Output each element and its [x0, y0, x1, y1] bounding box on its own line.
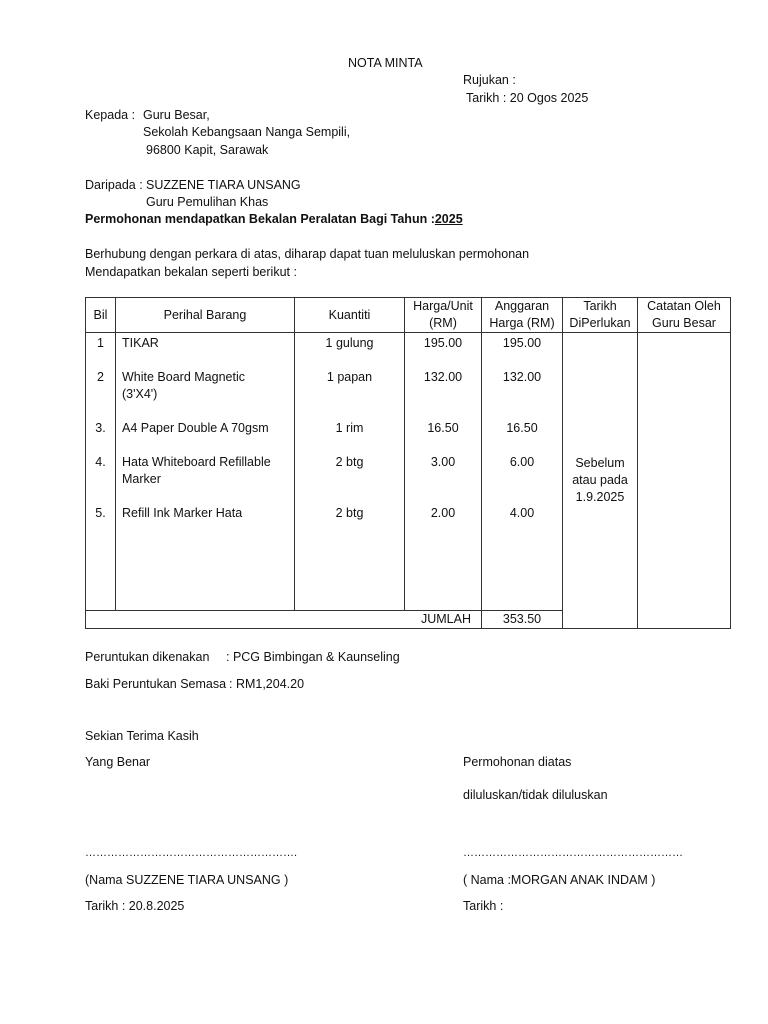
kuantiti-column	[295, 333, 405, 611]
tarikh-header: Tarikh : 20 Ogos 2025	[466, 91, 589, 105]
unit-price-1: 195.00	[423, 336, 463, 350]
bil-3: 3.	[95, 421, 106, 435]
total-5: 4.00	[509, 506, 535, 520]
kepada-line-2: Sekolah Kebangsaan Nanga Sempili,	[143, 125, 351, 139]
subject-year: 2025	[434, 212, 463, 226]
subject-text: Permohonan mendapatkan Bekalan Peralatan Bagi Tahun :	[85, 212, 435, 226]
bil-column	[86, 333, 116, 611]
tarikh-right: Tarikh :	[463, 899, 504, 913]
bil-1: 1	[97, 336, 104, 350]
total-4: 6.00	[509, 455, 535, 469]
bil-5: 5.	[95, 506, 106, 520]
tarikh-diperlukan-cell	[563, 333, 638, 629]
item-1-name: TIKAR	[122, 336, 159, 350]
tarikh-diperlukan-line-3: 1.9.2025	[575, 489, 625, 504]
total-1: 195.00	[502, 336, 542, 350]
daripada-name: SUZZENE TIARA UNSANG	[146, 178, 301, 192]
peruntukan-label: Peruntukan dikenakan	[85, 650, 210, 664]
unit-price-4: 3.00	[430, 455, 456, 469]
header-bil: Bil	[86, 298, 116, 333]
table-body-row	[86, 333, 731, 611]
document-title: NOTA MINTA	[348, 56, 423, 70]
anggaran-column	[482, 333, 563, 611]
tarikh-diperlukan-line-1: Sebelum	[575, 456, 625, 471]
peruntukan-value: : PCG Bimbingan & Kaunseling	[226, 650, 400, 664]
header-kuantiti: Kuantiti	[295, 298, 405, 333]
header-catatan: Catatan Oleh Guru Besar	[638, 298, 731, 333]
closing-thanks: Sekian Terima Kasih	[85, 729, 199, 743]
item-4-name-cont: Marker	[122, 472, 161, 486]
closing-yang-benar: Yang Benar	[85, 755, 151, 769]
jumlah-value: 353.50	[482, 611, 563, 629]
item-2-name: White Board Magnetic	[122, 370, 245, 384]
bil-4: 4.	[95, 455, 106, 469]
total-3: 16.50	[506, 421, 538, 435]
kepada-line-3: 96800 Kapit, Sarawak	[146, 143, 269, 157]
tarikh-left: Tarikh : 20.8.2025	[85, 899, 185, 913]
qty-3: 1 rim	[335, 421, 364, 435]
intro-line-2: Mendapatkan bekalan seperti berikut :	[85, 265, 297, 279]
signature-line-left: ………………………………………………….	[85, 847, 298, 859]
daripada-label: Daripada :	[85, 178, 143, 192]
harga-unit-column	[405, 333, 482, 611]
signature-line-right: ……………………………………………………	[463, 847, 683, 859]
unit-price-2: 132.00	[423, 370, 463, 384]
header-harga-unit: Harga/Unit (RM)	[405, 298, 482, 333]
qty-2: 1 papan	[326, 370, 373, 384]
approval-line-2: diluluskan/tidak diluluskan	[463, 788, 608, 802]
tarikh-diperlukan-line-2: atau pada	[572, 473, 628, 488]
qty-5: 2 btg	[335, 506, 364, 520]
subject-line	[85, 211, 463, 228]
intro-line-1: Berhubung dengan perkara di atas, diharap dapat tuan meluluskan permohonan	[85, 247, 530, 261]
item-5-name: Refill Ink Marker Hata	[122, 506, 243, 520]
item-2-name-cont: (3'X4')	[122, 387, 158, 401]
kepada-label: Kepada :	[85, 108, 136, 122]
approval-line-1: Permohonan diatas	[463, 755, 572, 769]
table-header-row	[86, 298, 731, 333]
rujukan: Rujukan :	[463, 73, 516, 87]
qty-1: 1 gulung	[325, 336, 374, 350]
baki-label: Baki Peruntukan Semasa	[85, 677, 227, 691]
baki-value: : RM1,204.20	[229, 677, 305, 691]
daripada-role: Guru Pemulihan Khas	[146, 195, 269, 209]
item-3-name: A4 Paper Double A 70gsm	[122, 421, 269, 435]
header-perihal: Perihal Barang	[116, 298, 295, 333]
item-4-name: Hata Whiteboard Refillable	[122, 455, 271, 469]
name-left: (Nama SUZZENE TIARA UNSANG )	[85, 873, 289, 887]
header-anggaran: Anggaran Harga (RM)	[482, 298, 563, 333]
bil-2: 2	[97, 370, 104, 384]
unit-price-5: 2.00	[430, 506, 456, 520]
catatan-cell	[638, 333, 731, 629]
perihal-column	[116, 333, 295, 611]
kepada-line-1: Guru Besar,	[143, 108, 210, 122]
total-2: 132.00	[502, 370, 542, 384]
header-tarikh: Tarikh DiPerlukan	[563, 298, 638, 333]
jumlah-label: JUMLAH	[86, 611, 482, 629]
request-table	[85, 297, 731, 629]
name-right: ( Nama :MORGAN ANAK INDAM )	[463, 873, 656, 887]
qty-4: 2 btg	[335, 455, 364, 469]
unit-price-3: 16.50	[427, 421, 459, 435]
